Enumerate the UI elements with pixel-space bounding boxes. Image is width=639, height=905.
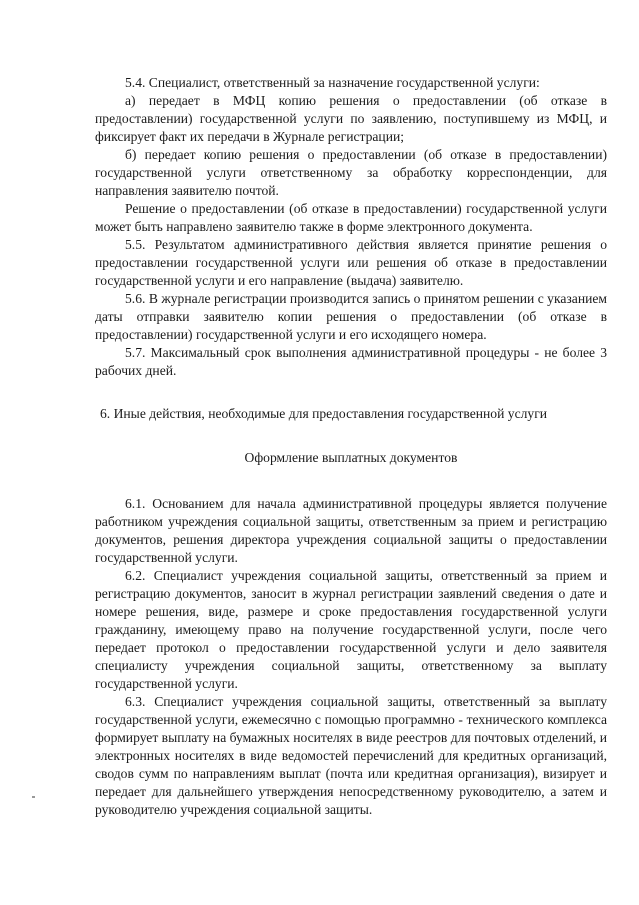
scan-mark [32,796,35,798]
paragraph-5-4: 5.4. Специалист, ответственный за назначение государственной услуги: [125,75,540,90]
subsection-title: Оформление выплатных документов [244,450,458,465]
paragraph-5-5: 5.5. Результатом административного действия является принятие решения о предоставлении государственной услуги или решения об отказе в предоставлении государственной услуги и его направление (выдача) заявителю. [95,237,607,288]
paragraph-6-1: 6.1. Основанием для начала административной процедуры является получение работником учреждения социальной защиты, ответственным за прием и регистрацию документов, решения директора учреждения социальной защиты о предоставлении государственной услуги. [95,496,607,565]
paragraph-electronic-decision: Решение о предоставлении (об отказе в предоставлении) государственной услуги может быть направлено заявителю также в форме электронного документа. [95,201,607,234]
paragraph-6-3: 6.3. Специалист учреждения социальной защиты, ответственный за выплату государственной услуги, ежемесячно с помощью программно - технического комплекса формирует выплату на бумажных носителях в виде реестров для почтовых отделений, и электронных носителях в виде ведомостей перечислений для кредитных организаций, сводов сумм по направлениям выплат (почта или кредитная организация), визирует и передает для дальнейшего утверждения непосредственному руководителю, а затем и руководителю учреждения социальной защиты. [95,694,607,817]
paragraph-5-7: 5.7. Максимальный срок выполнения административной процедуры - не более 3 рабочих дней. [95,345,607,378]
paragraph-5-4-a: а) передает в МФЦ копию решения о предоставлении (об отказе в предоставлении) государственной услуги по заявлению, поступившему из МФЦ, и фиксирует факт их передачи в Журнале регистрации; [95,93,607,144]
paragraph-6-2: 6.2. Специалист учреждения социальной защиты, ответственный за прием и регистрацию документов, заносит в журнал регистрации заявлений сведения о дате и номере решения, виде, размере и сроке предоставления государственной услуги гражданину, имеющему право на получение государственной услуги, после чего передает протокол о предоставлении государственной услуги и дело заявителя специалисту учреждения социальной защиты, ответственному за выплату государственной услуги. [95,568,607,691]
section-6-title: 6. Иные действия, необходимые для предоставления государственной услуги [100,406,548,421]
paragraph-5-4-b: б) передает копию решения о предоставлении (об отказе в предоставлении) государственной услуги ответственному за обработку корреспонденции, для направления заявителю почтой. [95,147,607,198]
paragraph-5-6: 5.6. В журнале регистрации производится запись о принятом решении с указанием даты отправки заявителю копии решения о предоставлении (об отказе в предоставлении) государственной услуги и его исходящего номера. [95,291,607,342]
